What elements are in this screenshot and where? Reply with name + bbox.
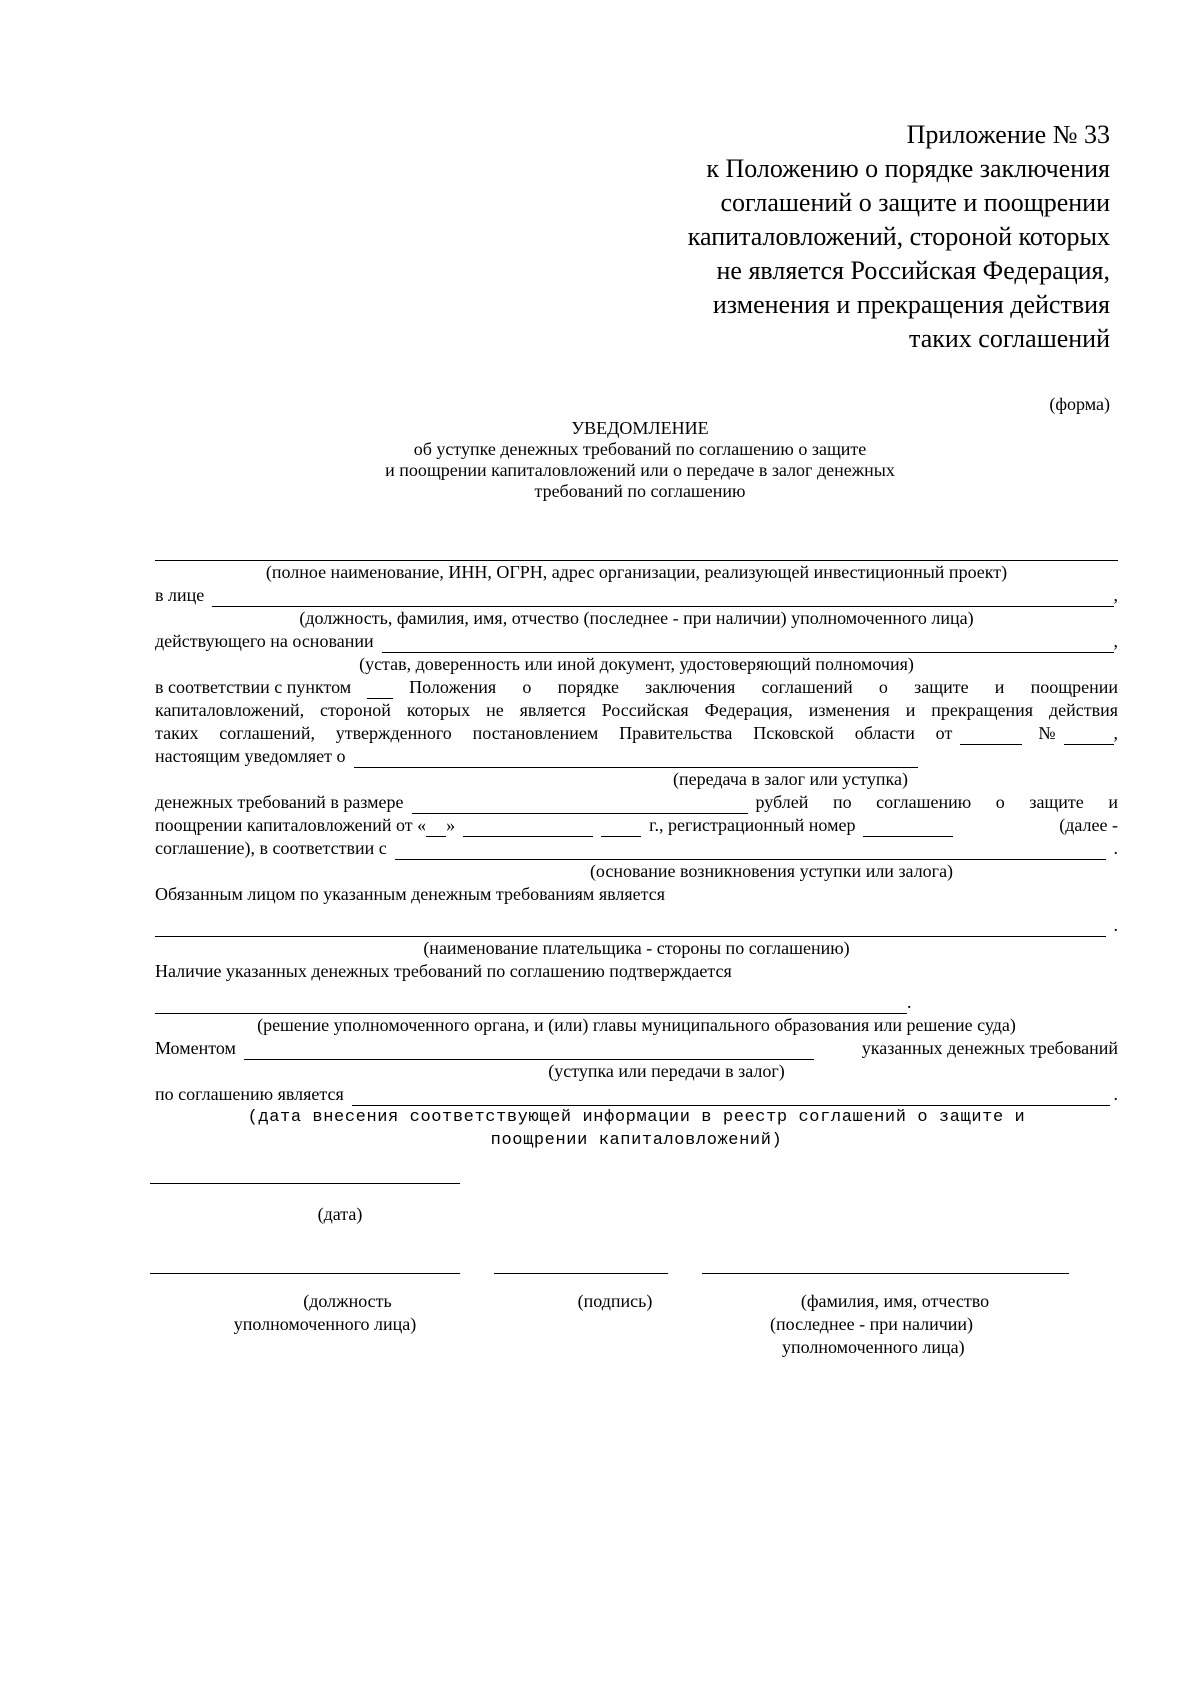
agreement-day-field[interactable] bbox=[426, 819, 446, 837]
number-sign: № bbox=[1038, 723, 1056, 743]
appendix-line: соглашений о защите и поощрении bbox=[720, 188, 1110, 217]
comma: , bbox=[1113, 723, 1118, 743]
full-name-caption bbox=[740, 1290, 1050, 1359]
basis2-caption: (основание возникновения уступки или залога) bbox=[589, 861, 954, 881]
agreement-year-field[interactable] bbox=[601, 819, 641, 837]
acting-basis-label: действующего на основании bbox=[155, 631, 374, 651]
registration-number-field[interactable] bbox=[863, 819, 953, 837]
agreement-label: поощрении капиталовложений от « bbox=[155, 815, 427, 835]
clause-number-field[interactable] bbox=[367, 681, 393, 699]
person-row bbox=[155, 584, 1118, 607]
period: . bbox=[1113, 838, 1118, 858]
obligor-caption: (наименование плательщика - стороны по соглашению) bbox=[423, 938, 850, 958]
paragraph-line-3 bbox=[155, 722, 1118, 745]
form-label: (форма) bbox=[1049, 394, 1110, 414]
obligor-field[interactable] bbox=[155, 919, 1106, 937]
date-caption: (дата) bbox=[317, 1204, 363, 1224]
obligor-label: Обязанным лицом по указанным денежным требованиям является bbox=[155, 884, 665, 904]
agreement-basis-field[interactable] bbox=[395, 842, 1106, 860]
basis-caption: (устав, доверенность или иной документ, удостоверяющий полномочия) bbox=[359, 654, 914, 674]
agreement-month-field[interactable] bbox=[463, 819, 593, 837]
basis-row bbox=[155, 630, 1118, 653]
obligor-row bbox=[155, 883, 1118, 906]
full-name-caption-line: (фамилия, имя, отчество bbox=[800, 1291, 990, 1311]
full-name-caption-line: уполномоченного лица) bbox=[782, 1337, 965, 1357]
decree-date-field[interactable] bbox=[960, 727, 1022, 745]
notify-row bbox=[155, 745, 1118, 768]
agreement-hereinafter: (далее - bbox=[1059, 815, 1118, 835]
amount-text: рублей по соглашению о защите и bbox=[755, 792, 1118, 812]
paragraph-line-1 bbox=[155, 676, 1118, 699]
para-text: в соответствии с пунктом bbox=[155, 677, 352, 697]
in-person-label: в лице bbox=[155, 585, 205, 605]
quote-close: » bbox=[446, 815, 456, 835]
position-caption-line: (должность bbox=[303, 1291, 392, 1311]
registry-caption-line: поощрении капиталовложений) bbox=[490, 1131, 783, 1150]
appendix-line: изменения и прекращения действия bbox=[712, 290, 1110, 319]
appendix-line: таких соглашений bbox=[909, 324, 1110, 353]
date-field[interactable] bbox=[150, 1183, 460, 1184]
para-text: Положения о порядке заключения соглашений о защите и поощрении bbox=[409, 677, 1118, 697]
person-field[interactable] bbox=[212, 589, 1113, 607]
period: . bbox=[1113, 1084, 1118, 1104]
position-caption bbox=[180, 1290, 470, 1336]
moment-label: Моментом bbox=[155, 1038, 236, 1058]
comma: , bbox=[1113, 631, 1118, 651]
confirm-field[interactable] bbox=[155, 996, 907, 1014]
signature-field[interactable] bbox=[494, 1273, 668, 1274]
agreement-reg-label: г., регистрационный номер bbox=[649, 815, 856, 835]
appendix-line: Приложение № 33 bbox=[906, 120, 1110, 149]
para-text: таких соглашений, утвержденного постановлением Правительства Псковской области от bbox=[155, 723, 953, 743]
person-caption: (должность, фамилия, имя, отчество (последнее - при наличии) уполномоченного лица) bbox=[299, 608, 974, 628]
registry-date-field[interactable] bbox=[352, 1088, 1110, 1106]
comma: , bbox=[1113, 585, 1118, 605]
org-row bbox=[155, 538, 1118, 561]
moment-row bbox=[155, 1037, 1118, 1060]
amount-field[interactable] bbox=[412, 796, 748, 814]
agreement-basis-label: соглашение), в соответствии с bbox=[155, 838, 387, 858]
position-caption-line: уполномоченного лица) bbox=[233, 1314, 417, 1334]
registry-row bbox=[155, 1083, 1118, 1106]
confirm-row bbox=[155, 960, 1118, 983]
confirm-label: Наличие указанных денежных требований по соглашению подтверждается bbox=[155, 961, 732, 981]
org-caption: (полное наименование, ИНН, ОГРН, адрес организации, реализующей инвестиционный проект) bbox=[265, 562, 1008, 582]
obligor-field-row bbox=[155, 906, 1118, 937]
appendix-header bbox=[688, 118, 1110, 356]
full-name-field[interactable] bbox=[702, 1273, 1069, 1274]
title-heading: УВЕДОМЛЕНИЕ bbox=[571, 418, 709, 438]
signature-caption: (подпись) bbox=[577, 1291, 653, 1311]
registry-caption bbox=[155, 1106, 1118, 1152]
period: . bbox=[907, 992, 912, 1012]
title-subline: и поощрении капиталовложений или о передаче в залог денежных bbox=[385, 460, 895, 480]
notify-label: настоящим уведомляет о bbox=[155, 746, 346, 766]
appendix-line: капиталовложений, стороной которых bbox=[687, 222, 1110, 251]
period: . bbox=[1113, 915, 1118, 935]
appendix-line: не является Российская Федерация, bbox=[716, 256, 1110, 285]
title-subline: требований по соглашению bbox=[534, 481, 746, 501]
appendix-line: к Положению о порядке заключения bbox=[706, 154, 1110, 183]
form-body bbox=[155, 538, 1118, 1152]
notify-caption: (передача в залог или уступка) bbox=[673, 769, 908, 789]
moment-caption: (уступка или передачи в залог) bbox=[548, 1061, 785, 1081]
org-name-field[interactable] bbox=[155, 543, 1118, 561]
position-field[interactable] bbox=[150, 1273, 460, 1274]
notify-type-field[interactable] bbox=[354, 750, 918, 768]
title-subline: об уступке денежных требований по соглашению о защите bbox=[413, 439, 867, 459]
moment-text: указанных денежных требований bbox=[861, 1038, 1118, 1058]
paragraph-line-2: капиталовложений, стороной которых не является Российская Федерация, изменения и прекращения действия bbox=[155, 700, 1118, 720]
agreement-row bbox=[155, 814, 1118, 837]
amount-row bbox=[155, 791, 1118, 814]
by-agreement-label: по соглашению является bbox=[155, 1084, 344, 1104]
agreement-basis-row bbox=[155, 837, 1118, 860]
amount-label: денежных требований в размере bbox=[155, 792, 404, 812]
registry-caption-line: (дата внесения соответствующей информации в реестр соглашений о защите и bbox=[247, 1108, 1026, 1127]
decree-number-field[interactable] bbox=[1064, 727, 1114, 745]
document-title bbox=[300, 418, 980, 502]
confirm-field-row bbox=[155, 983, 1118, 1014]
full-name-caption-line: (последнее - при наличии) bbox=[770, 1314, 974, 1334]
basis-field[interactable] bbox=[382, 635, 1114, 653]
confirm-caption: (решение уполномоченного органа, и (или) главы муниципального образования или решение суда) bbox=[257, 1015, 1016, 1035]
moment-field[interactable] bbox=[244, 1042, 814, 1060]
